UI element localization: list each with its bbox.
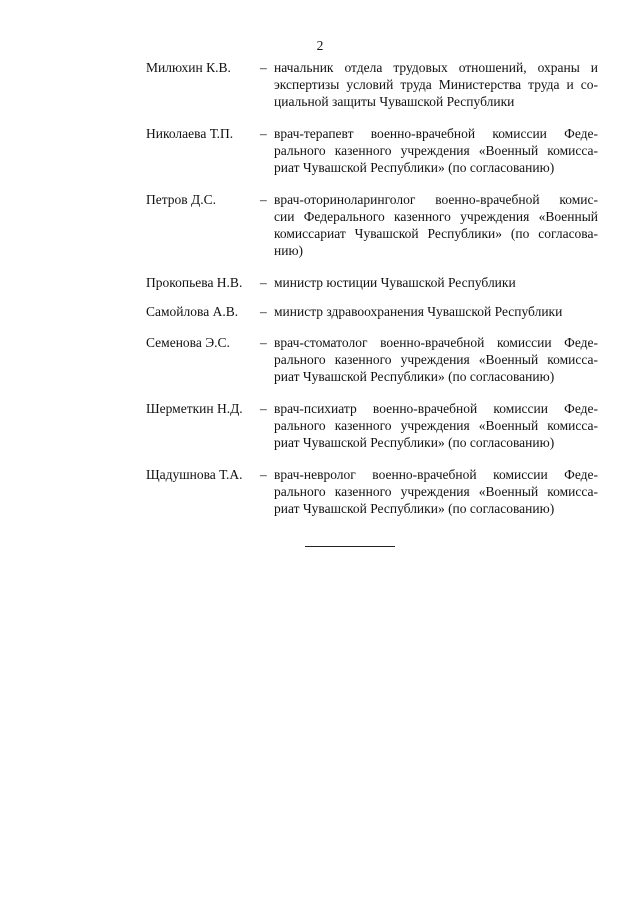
member-entry <box>146 274 598 291</box>
member-entry <box>146 191 598 259</box>
role-line: врач-невролог военно-врачебной комиссии Феде- <box>274 467 598 482</box>
member-role <box>274 303 598 320</box>
member-entry <box>146 59 598 110</box>
role-line: врач-стоматолог военно-врачебной комиссии Феде- <box>274 335 598 350</box>
member-role <box>274 125 598 176</box>
member-name: Щадушнова Т.А. <box>146 467 243 482</box>
role-line: риат Чувашской Республики» (по согласованию) <box>274 435 555 450</box>
member-name: Семенова Э.С. <box>146 335 230 350</box>
role-line: министр юстиции Чувашской Республики <box>274 275 516 290</box>
role-line: нию) <box>274 243 304 258</box>
member-entry <box>146 466 598 517</box>
member-role <box>274 191 598 259</box>
dash-separator: – <box>260 401 267 416</box>
dash-separator: – <box>260 192 267 207</box>
member-entry <box>146 334 598 385</box>
role-line: рального казенного учреждения «Военный комисса- <box>274 143 598 158</box>
role-line: риат Чувашской Республики» (по согласованию) <box>274 369 555 384</box>
member-name: Прокопьева Н.В. <box>146 275 243 290</box>
dash-separator: – <box>260 335 267 350</box>
role-line: циальной защиты Чувашской Республики <box>274 94 515 109</box>
member-name: Милюхин К.В. <box>146 60 231 75</box>
member-role <box>274 400 598 451</box>
closing-rule <box>305 546 395 547</box>
commission-member-list <box>146 59 598 517</box>
role-line: врач-терапевт военно-врачебной комиссии Феде- <box>274 126 598 141</box>
page-number: 2 <box>316 38 324 53</box>
role-line: рального казенного учреждения «Военный комисса- <box>274 484 598 499</box>
member-name: Шерметкин Н.Д. <box>146 401 243 416</box>
role-line: комиссариат Чувашской Республики» (по согласова- <box>274 226 598 241</box>
role-line: сии Федерального казенного учреждения «Военный <box>274 209 598 224</box>
role-line: начальник отдела трудовых отношений, охраны и <box>274 60 598 75</box>
role-line: рального казенного учреждения «Военный комисса- <box>274 418 598 433</box>
member-role <box>274 466 598 517</box>
member-role <box>274 59 598 110</box>
member-role <box>274 274 598 291</box>
dash-separator: – <box>260 275 267 290</box>
role-line: врач-оториноларинголог военно-врачебной комис- <box>274 192 598 207</box>
dash-separator: – <box>260 467 267 482</box>
role-line: рального казенного учреждения «Военный комисса- <box>274 352 598 367</box>
dash-separator: – <box>260 60 267 75</box>
dash-separator: – <box>260 126 267 141</box>
dash-separator: – <box>260 304 267 319</box>
member-name: Петров Д.С. <box>146 192 217 207</box>
member-role <box>274 334 598 385</box>
member-name: Николаева Т.П. <box>146 126 234 141</box>
member-name: Самойлова А.В. <box>146 304 239 319</box>
member-entry <box>146 400 598 451</box>
role-line: экспертизы условий труда Министерства труда и со- <box>274 77 598 92</box>
member-entry <box>146 125 598 176</box>
role-line: министр здравоохранения Чувашской Республики <box>274 304 563 319</box>
role-line: риат Чувашской Республики» (по согласованию) <box>274 501 555 516</box>
member-entry <box>146 303 598 320</box>
role-line: риат Чувашской Республики» (по согласованию) <box>274 160 555 175</box>
role-line: врач-психиатр военно-врачебной комиссии Феде- <box>274 401 598 416</box>
